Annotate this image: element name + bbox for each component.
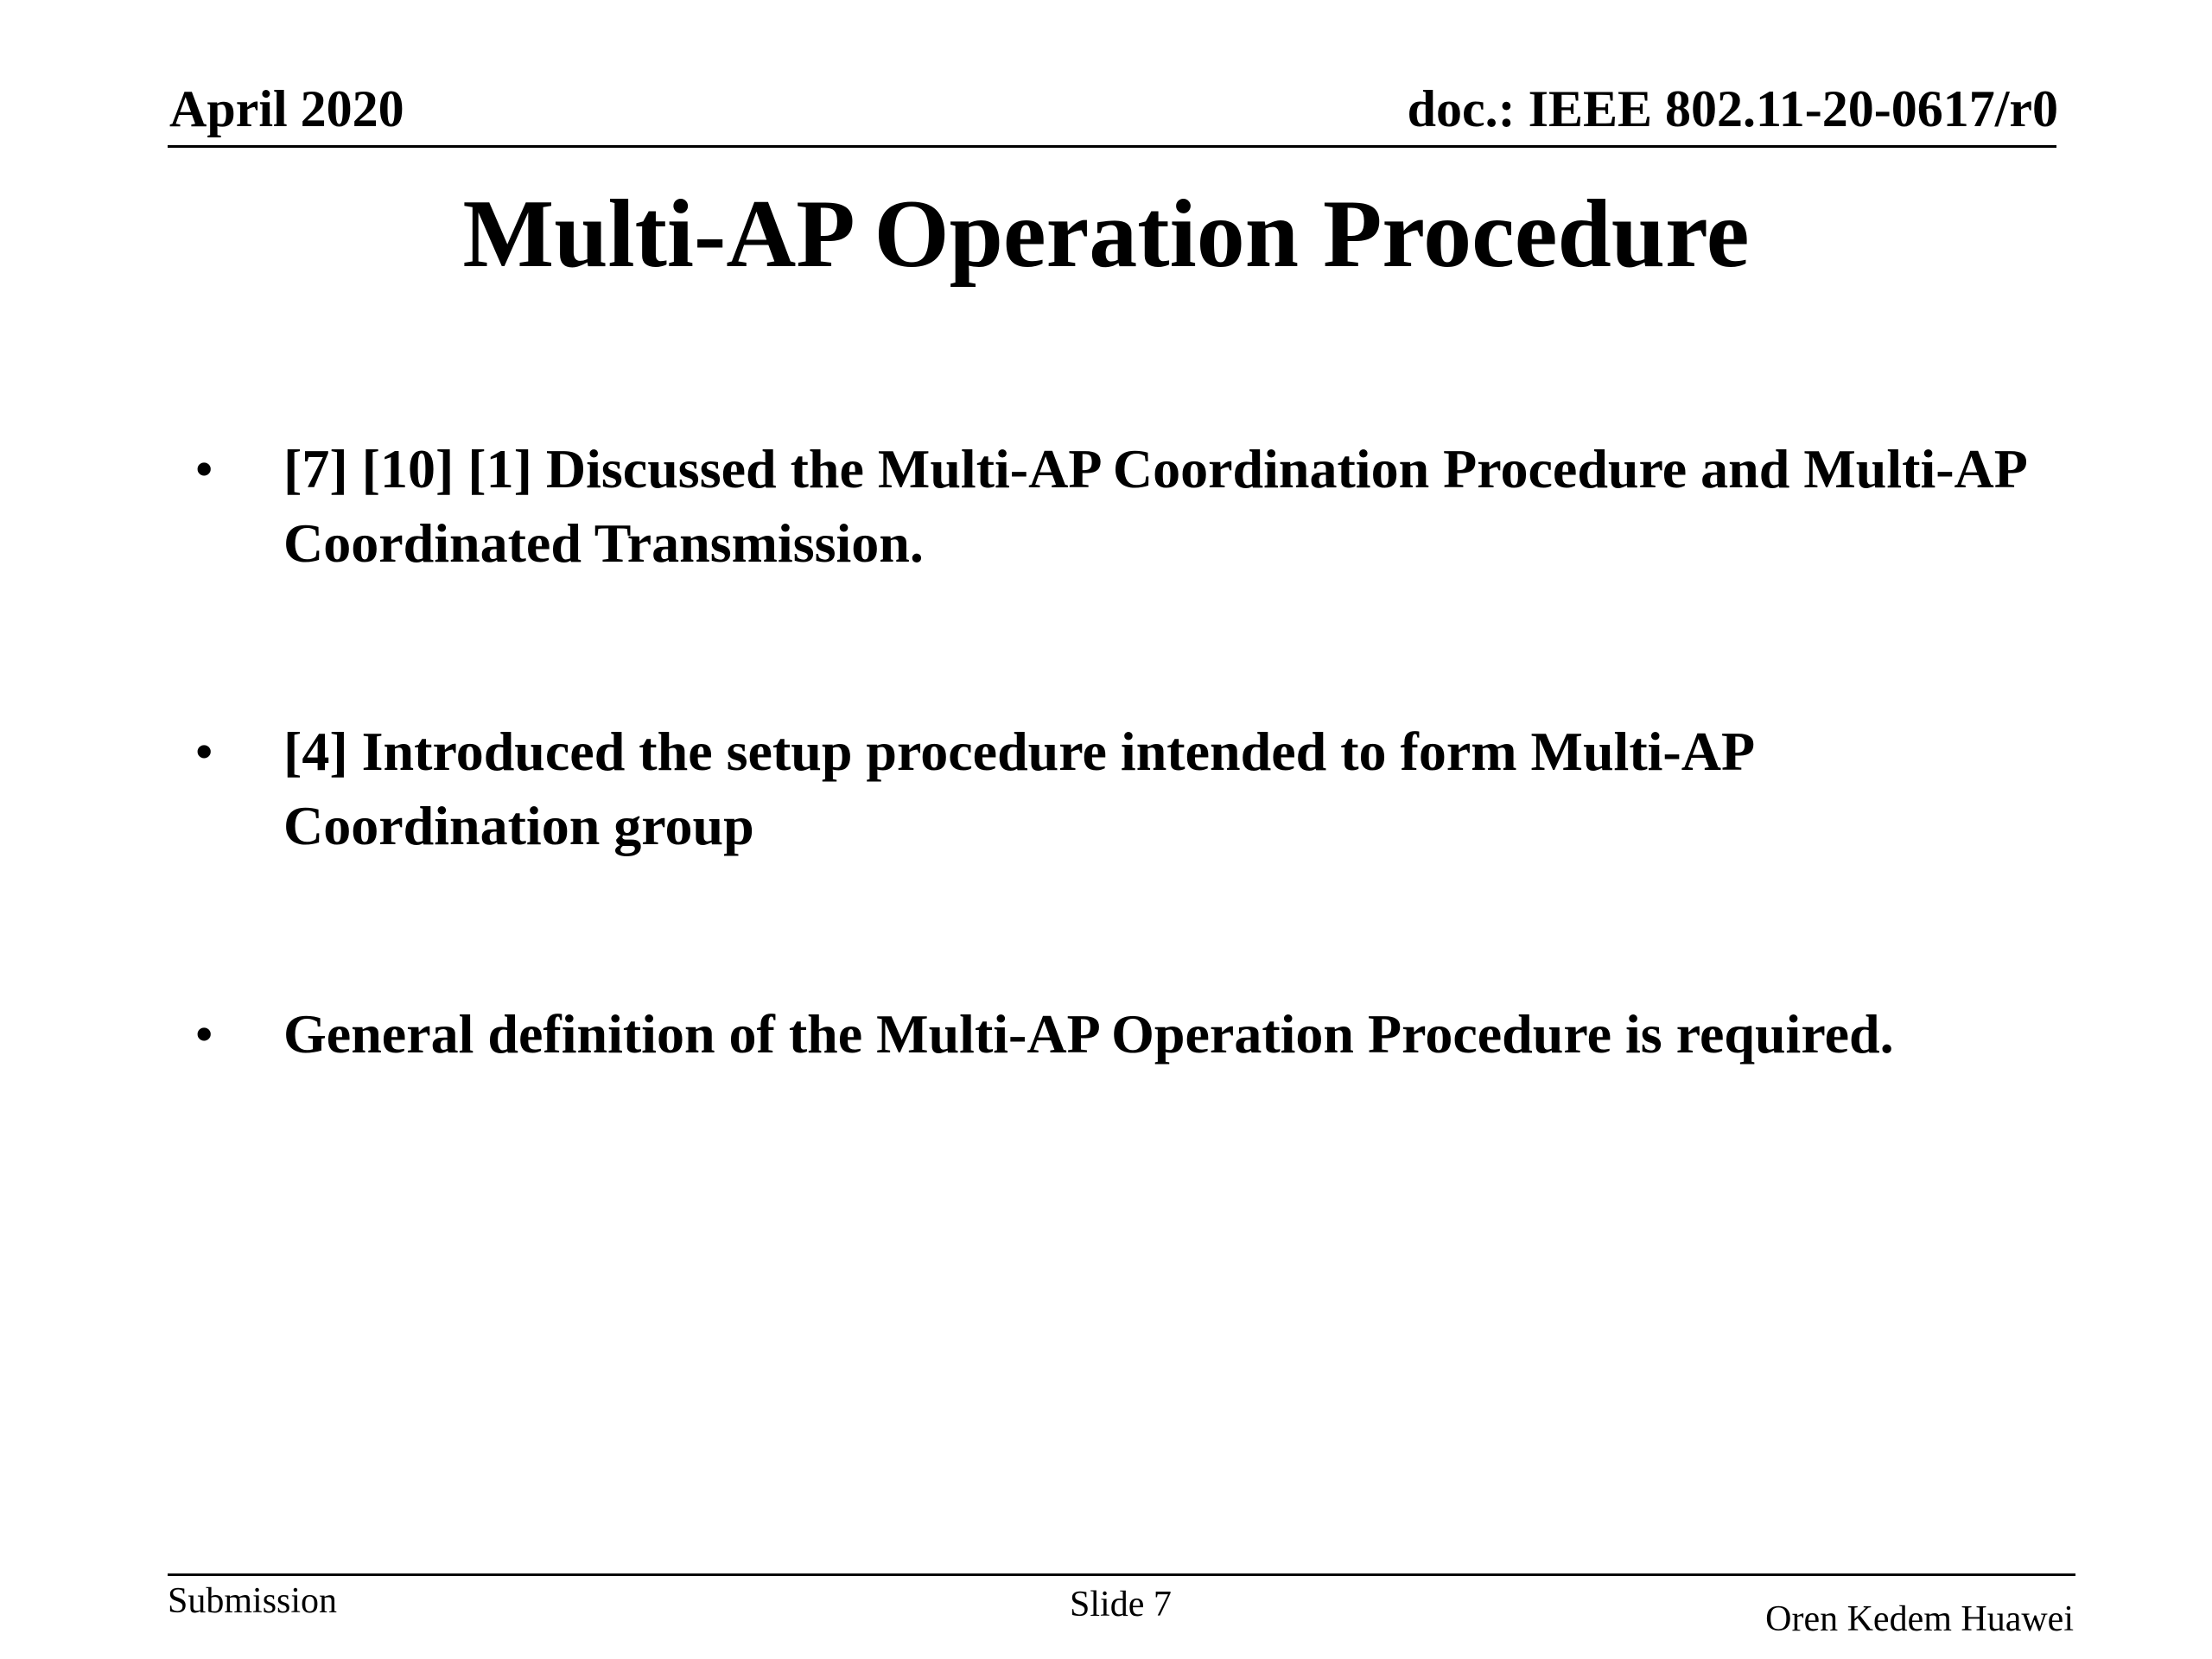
footer-author: Oren Kedem Huawei <box>1765 1599 2074 1639</box>
bullet-marker-icon: • <box>194 1003 214 1065</box>
footer-submission: Submission <box>168 1581 338 1621</box>
bullet-item <box>194 997 2052 1071</box>
header-doc-id: doc.: IEEE 802.11-20-0617/r0 <box>1407 80 2058 137</box>
header-divider <box>168 145 2056 148</box>
bullet-text: [4] Introduced the setup procedure intended to form Multi-AP Coordination group <box>283 721 1752 856</box>
bullet-item <box>194 432 2052 581</box>
bullet-text: [7] [10] [1] Discussed the Multi-AP Coordination Procedure and Multi-AP Coordinated Transmission. <box>283 438 2025 574</box>
footer-slide-number: Slide 7 <box>1070 1585 1172 1624</box>
bullet-item <box>194 715 2052 863</box>
bullet-marker-icon: • <box>194 721 214 782</box>
bullet-list <box>194 432 2052 1205</box>
header-date: April 2020 <box>169 80 404 137</box>
bullet-text: General definition of the Multi-AP Operation Procedure is required. <box>283 1003 1894 1065</box>
bullet-marker-icon: • <box>194 438 214 499</box>
footer-divider <box>168 1573 2075 1576</box>
slide-title: Multi-AP Operation Procedure <box>462 181 1750 288</box>
